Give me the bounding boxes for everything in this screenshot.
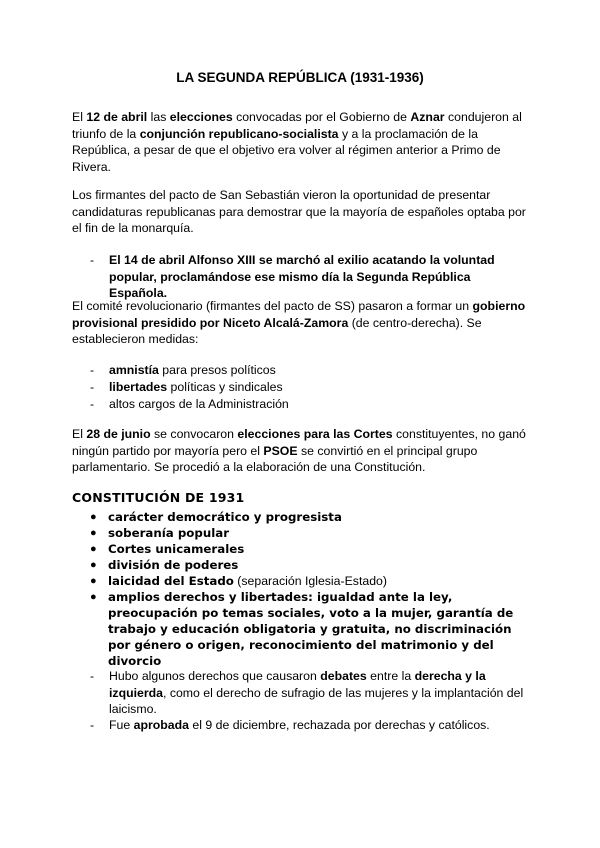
paragraph-provisional-government: El comité revolucionario (firmantes del pacto de SS) pasaron a formar un gobierno provisional presidido por Niceto Alcalá-Zamora (de centro-derecha). Se establecieron medidas: — [72, 299, 526, 346]
page-title: LA SEGUNDA REPÚBLICA (1931-1936) — [176, 70, 424, 85]
dash-marker: - — [90, 718, 95, 732]
dash-marker: - — [90, 669, 95, 683]
list-item-constitution: ● Cortes unicamerales — [90, 542, 245, 556]
list-item-constitution: ● laicidad del Estado (separación Iglesia-Estado) — [90, 574, 387, 588]
dash-item-proclamation: - El 14 de abril Alfonso XIII se marchó al exilio acatando la voluntad popular, proclamándose ese mismo día la Segunda República Española. — [90, 253, 495, 300]
list-item-constitution: ● división de poderes — [90, 558, 239, 572]
list-item-constitution: ● carácter democrático y progresista — [90, 510, 342, 524]
bullet-marker: ● — [90, 511, 97, 523]
dash-marker: - — [90, 253, 95, 267]
section-heading-constitution: CONSTITUCIÓN DE 1931 — [72, 490, 245, 505]
bullet-marker: ● — [90, 591, 97, 603]
paragraph-cortes-elections: El 28 de junio se convocaron elecciones para las Cortes constituyentes, no ganó ningún partido por mayoría pero el PSOE se convirtió en el principal grupo parlamentario. Se procedió a la elaboración de una Constitución. — [72, 427, 526, 474]
bullet-marker: ● — [90, 527, 97, 539]
dash-item-debates: - Hubo algunos derechos que causaron debates entre la derecha y la izquierda, como el derecho de sufragio de las mujeres y la implantación del laicismo. — [90, 669, 524, 716]
list-item-constitution: ● soberanía popular — [90, 526, 230, 540]
bullet-marker: ● — [90, 575, 97, 587]
bullet-marker: ● — [90, 559, 97, 571]
dash-marker: - — [90, 397, 95, 411]
list-item-measure: - amnistía para presos políticos — [90, 363, 276, 377]
list-item-constitution: ● amplios derechos y libertades: igualdad ante la ley, preocupación po temas sociales, voto a la mujer, garantía de trabajo y educación obligatoria y gratuita, no discriminación por género o origen, reconocimiento del matrimonio y del divorcio — [90, 590, 514, 668]
paragraph-san-sebastian: Los firmantes del pacto de San Sebastián vieron la oportunidad de presentar candidaturas republicanas para demostrar que la mayoría de españoles optaba por el fin de la monarquía. — [72, 188, 526, 235]
paragraph-elections: El 12 de abril las elecciones convocadas por el Gobierno de Aznar condujeron al triunfo de la conjunción republicano-socialista y a la proclamación de la República, a pesar de que el objetivo era volver al régimen anterior a Primo de Rivera. — [72, 110, 522, 174]
dash-marker: - — [90, 363, 95, 377]
list-item-measure: - libertades políticas y sindicales — [90, 380, 283, 394]
dash-marker: - — [90, 380, 95, 394]
bullet-marker: ● — [90, 543, 97, 555]
dash-item-approval: - Fue aprobada el 9 de diciembre, rechazada por derechas y católicos. — [90, 718, 490, 732]
list-item-measure: - altos cargos de la Administración — [90, 397, 289, 411]
